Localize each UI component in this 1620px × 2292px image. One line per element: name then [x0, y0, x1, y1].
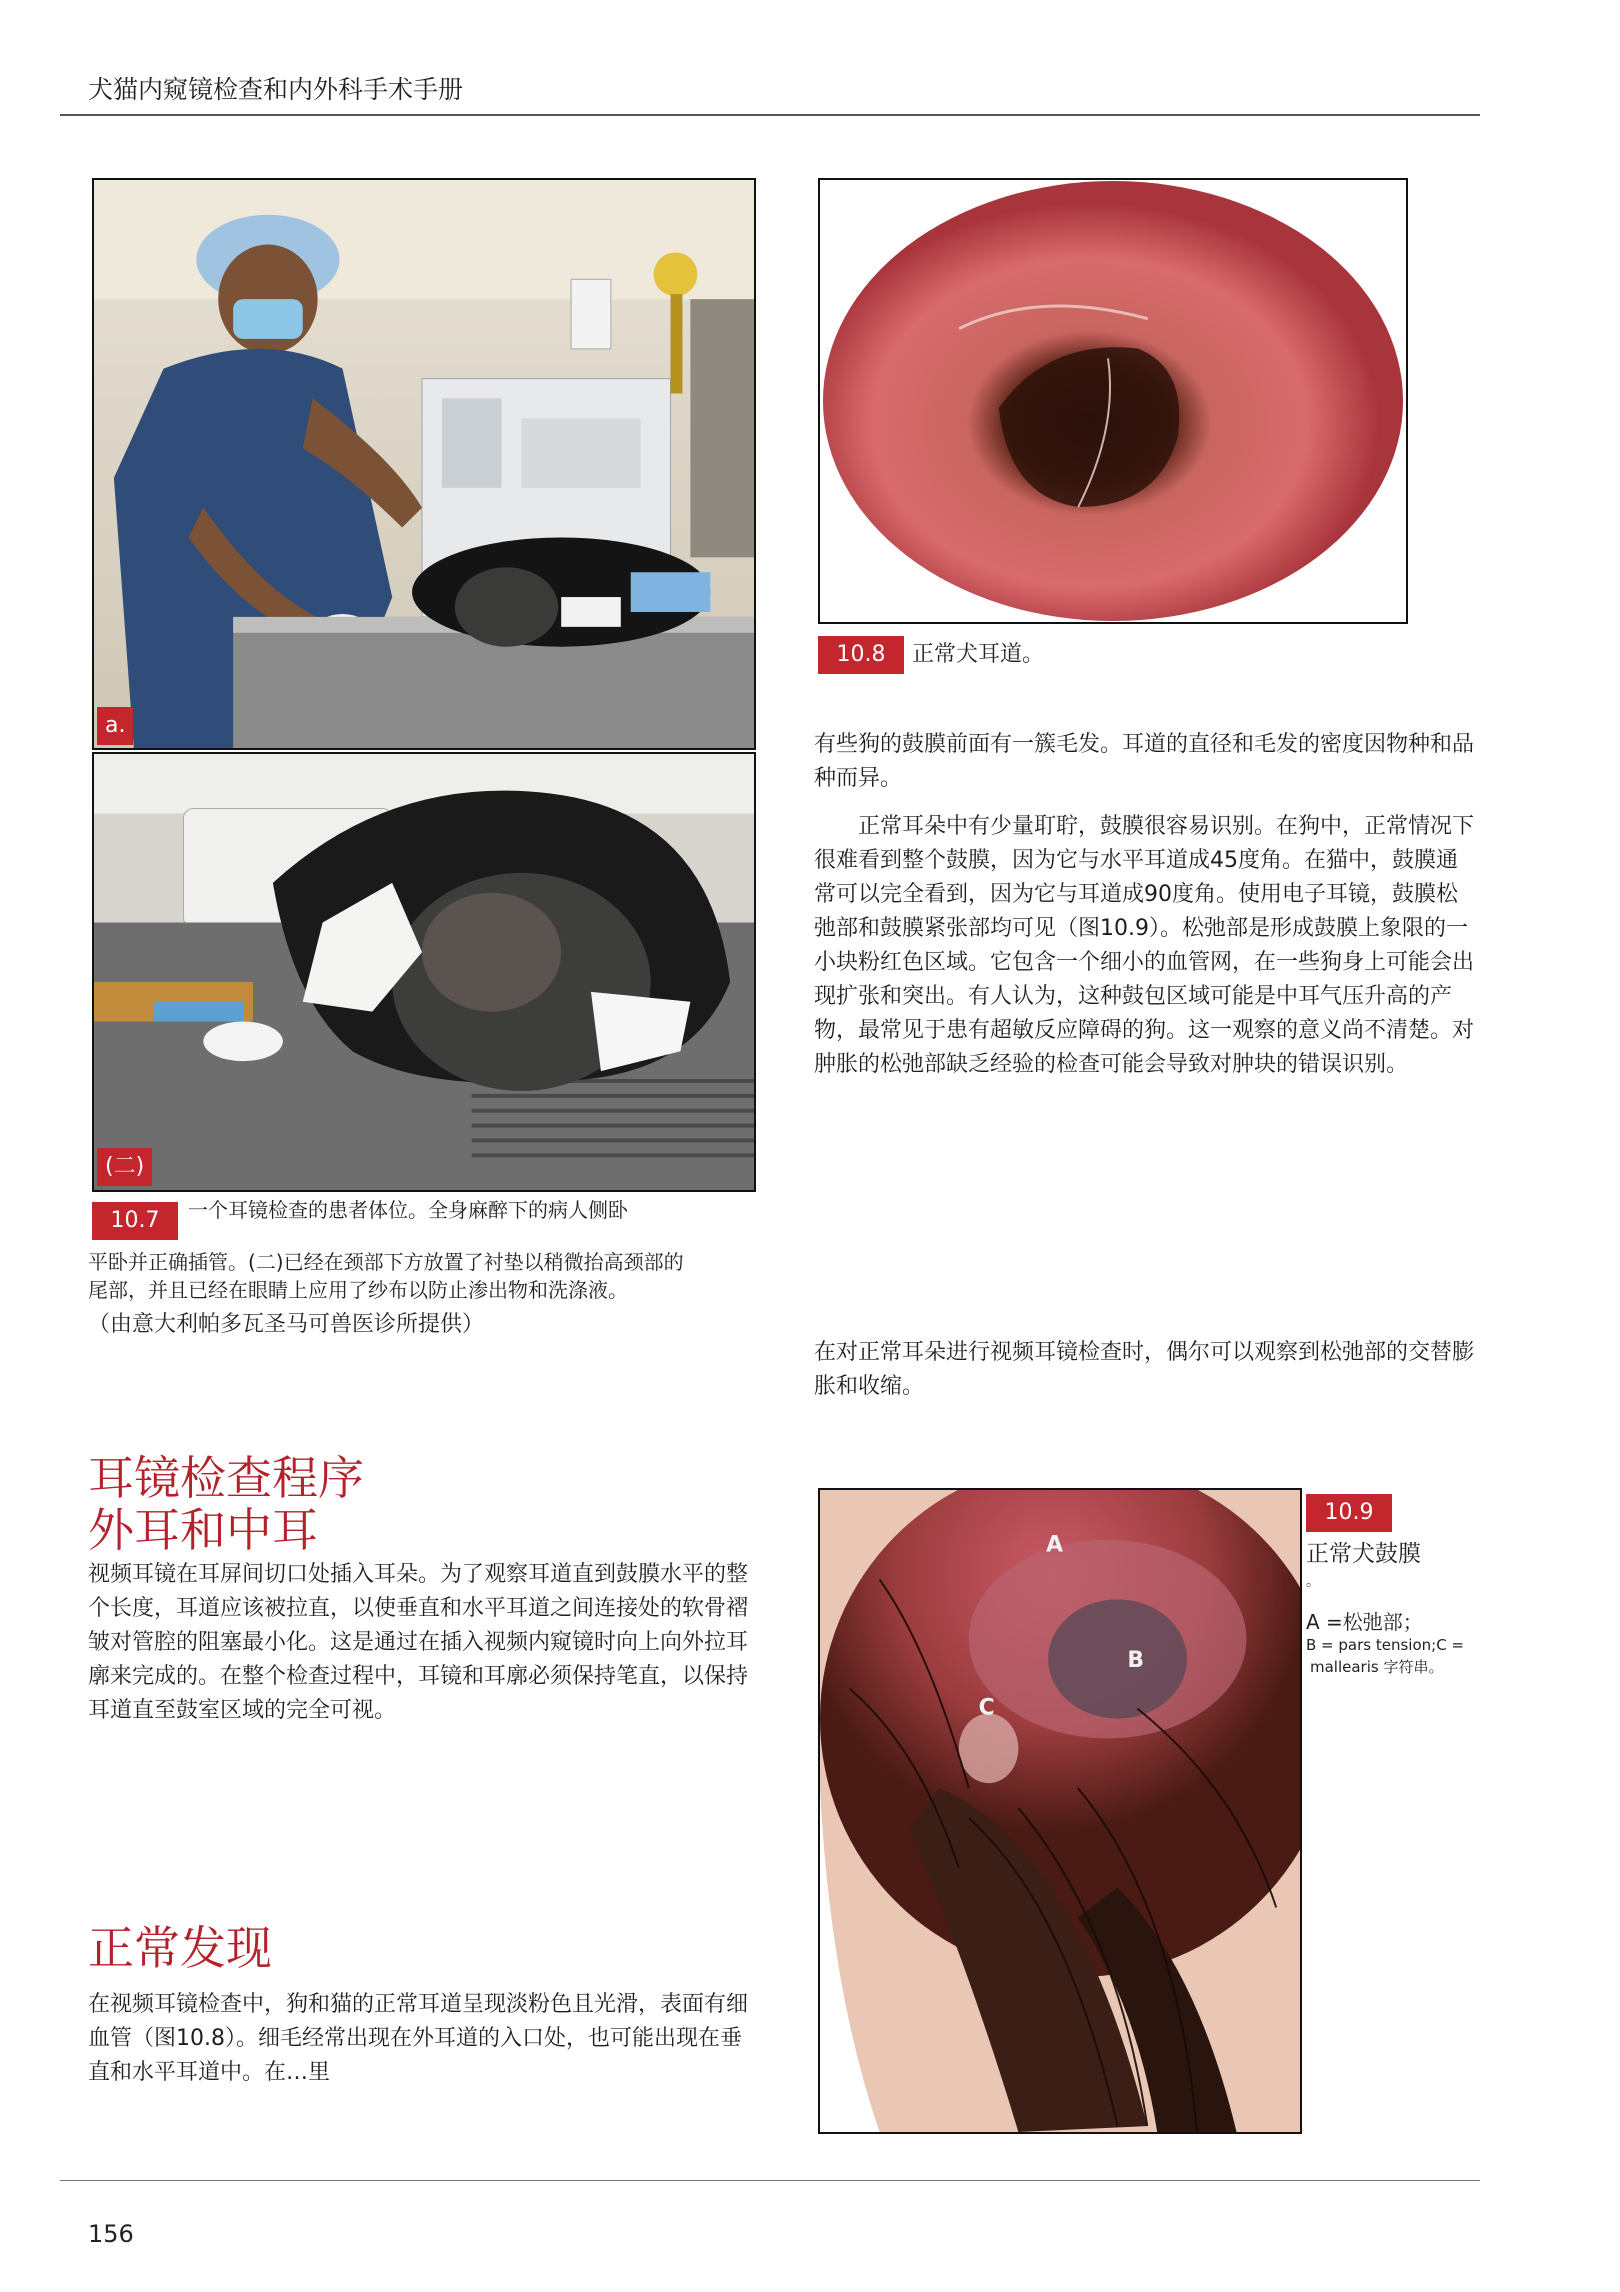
- figure-10-9-caption-dot: 。: [1306, 1574, 1320, 1590]
- figure-10-9-photo: [818, 1488, 1302, 2134]
- figure-10-9-label-b: B: [1127, 1647, 1145, 1673]
- footer-rule: [60, 2180, 1480, 2181]
- figure-10-8-caption: 正常犬耳道。: [912, 642, 1045, 667]
- header-rule: [60, 114, 1480, 116]
- paragraph-procedure: 视频耳镜在耳屏间切口处插入耳朵。为了观察耳道直到鼓膜水平的整个长度，耳道应该被拉直，以使垂直和水平耳道之间连接处的软骨褶皱对管腔的阻塞最小化。这是通过在插入视频内窥镜时向上向外拉耳廓来完成的。在整个检查过程中，耳镜和耳廓必须保持笔直，以保持耳道直至鼓室区域的完全可视。: [88, 1562, 749, 1723]
- figure-10-7a-photo: [92, 178, 756, 750]
- figure-10-8-photo: [818, 178, 1408, 624]
- figure-10-7-caption-line3: 尾部，并且已经在眼睛上应用了纱布以防止渗出物和洗涤液。: [88, 1278, 628, 1302]
- figure-10-7-number: 10.7: [92, 1202, 178, 1240]
- figure-10-7-caption-line2: 平卧并正确插管。(二)已经在颈部下方放置了衬垫以稍微抬高颈部的: [88, 1250, 684, 1274]
- figure-10-7b-photo: [92, 752, 756, 1192]
- figure-10-8-number: 10.8: [818, 636, 904, 674]
- figure-10-7a-label: a.: [97, 707, 133, 745]
- paragraph-hair-tuft: 有些狗的鼓膜前面有一簇毛发。耳道的直径和毛发的密度因物种和品种而异。: [814, 732, 1475, 791]
- heading-external-middle-ear: 外耳和中耳: [88, 1503, 318, 1557]
- right-column-text: [814, 728, 1476, 1096]
- running-header: 犬猫内窥镜检查和内外科手术手册: [88, 75, 464, 104]
- heading-otoscopy-procedure: 耳镜检查程序: [88, 1451, 364, 1505]
- figure-10-7-credit: （由意大利帕多瓦圣马可兽医诊所提供）: [88, 1312, 485, 1337]
- figure-10-7b-label: (二): [97, 1148, 152, 1186]
- figure-10-9-caption-title: 正常犬鼓膜: [1306, 1541, 1421, 1567]
- paragraph-normal-findings: 在视频耳镜检查中，狗和猫的正常耳道呈现淡粉色且光滑，表面有细血管（图10.8）。细毛经常出现在外耳道的入口处，也可能出现在垂直和水平耳道中。在…里: [88, 1992, 749, 2085]
- figure-10-9-label-a: A: [1046, 1532, 1064, 1558]
- heading-normal-findings: 正常发现: [88, 1921, 272, 1975]
- figure-10-9-caption-b: B = pars tension;C =: [1306, 1636, 1465, 1654]
- figure-10-9-number: 10.9: [1306, 1494, 1392, 1532]
- figure-10-9-caption-c: mallearis 字符串。: [1310, 1658, 1444, 1676]
- figure-10-9-caption-a: A =松弛部；: [1306, 1610, 1423, 1634]
- figure-10-9-label-c: C: [978, 1695, 995, 1721]
- page-number: 156: [88, 2220, 134, 2248]
- paragraph-normal-ear: 正常耳朵中有少量耵聍，鼓膜很容易识别。在狗中，正常情况下很难看到整个鼓膜，因为它与水平耳道成45度角。在猫中，鼓膜通常可以完全看到，因为它与耳道成90度角。使用电子耳镜，鼓膜松弛部和鼓膜紧张部均可见（图10.9）。松弛部是形成鼓膜上象限的一小块粉红色区域。它包含一个细小的血管网，在一些狗身上可能会出现扩张和突出。有人认为，这种鼓包区域可能是中耳气压升高的产物，最常见于患有超敏反应障碍的狗。这一观察的意义尚不清楚。对肿胀的松弛部缺乏经验的检查可能会导致对肿块的错误识别。: [814, 814, 1475, 1077]
- figure-10-7-caption-line1: 一个耳镜检查的患者体位。全身麻醉下的病人侧卧: [188, 1198, 628, 1222]
- paragraph-pars-flaccida-movement: 在对正常耳朵进行视频耳镜检查时，偶尔可以观察到松弛部的交替膨胀和收缩。: [814, 1340, 1475, 1399]
